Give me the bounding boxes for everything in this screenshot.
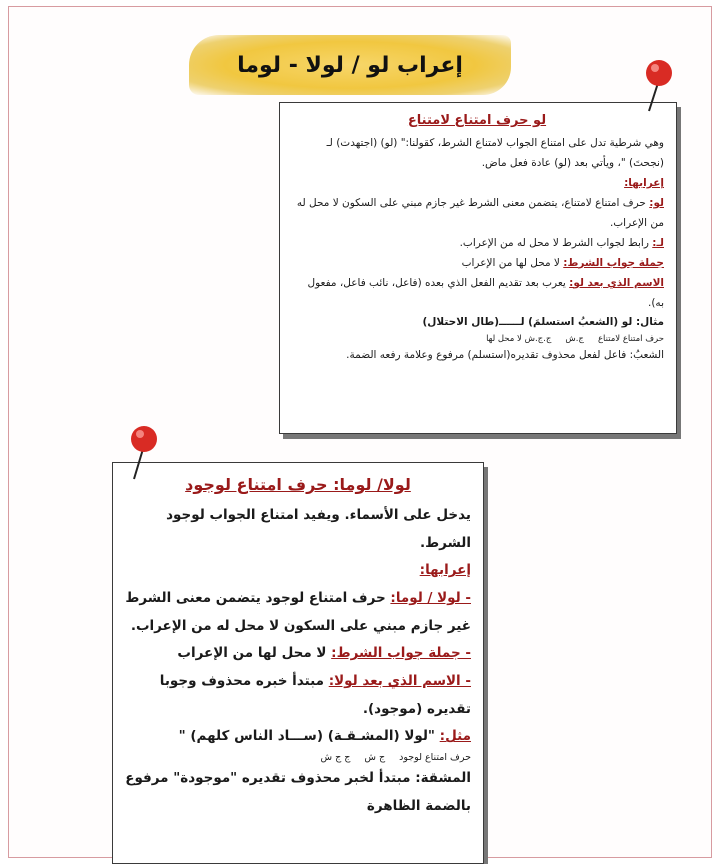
box-lawla-example: مثل: "لولا (المشـقـة) (ســـاد الناس كلهم) " bbox=[178, 728, 471, 745]
box-lawla-line-3: - الاسم الذي بعد لولا: مبتدأ خبره محذوف وجوبا تقديره (موجود). bbox=[159, 673, 471, 717]
box-lawla-example-notes: حرف امتناع لوجود ج ش ج ج ش bbox=[320, 752, 471, 764]
box-lau-line-2: لـ: رابط لجواب الشرط لا محل له من الإعراب. bbox=[459, 236, 664, 249]
box-lau-line-3: جملة جواب الشرط: لا محل لها من الإعراب bbox=[461, 256, 664, 269]
box-lau-line-1: لو: حرف امتناع لامتناع، يتضمن معنى الشرط غير جازم مبني على السكون لا محل له من الإعراب. bbox=[296, 196, 664, 229]
box-lau-example-notes: حرف امتناع لامتناع ج.ش ج.ج.ش لا محل لها bbox=[486, 334, 664, 345]
pushpin-icon bbox=[639, 57, 679, 117]
box-lawla bbox=[112, 462, 484, 864]
box-lau bbox=[279, 102, 677, 434]
pushpin-icon bbox=[124, 423, 164, 483]
box-lawla-line-2: - جملة جواب الشرط: لا محل لها من الإعراب bbox=[177, 645, 471, 662]
page-frame bbox=[8, 6, 712, 858]
box-lau-line-4: الاسم الذي بعد لو: يعرب بعد تقديم الفعل الذي بعده (فاعل، نائب فاعل، مفعول به). bbox=[307, 276, 664, 309]
title-banner bbox=[189, 35, 511, 95]
box-lawla-intro: يدخل على الأسماء. ويفيد امتناع الجواب لوجود الشرط. bbox=[166, 507, 471, 551]
box-lawla-line-1: - لولا / لوما: حرف امتناع لوجود يتضمن معنى الشرط غير جازم مبني على السكون لا محل له من الإعراب. bbox=[125, 590, 471, 634]
box-lawla-irab-label: إعرابها: bbox=[419, 562, 471, 579]
box-lawla-heading: لولا/ لوما: حرف امتناع لوجود bbox=[185, 475, 411, 494]
box-lau-irab-label: إعرابها: bbox=[624, 176, 664, 189]
page-title: إعراب لو / لولا - لوما bbox=[237, 52, 463, 78]
box-lawla-final: المشقة: مبتدأ لخبر محذوف تقديره "موجودة" مرفوع بالضمة الظاهرة bbox=[125, 770, 471, 814]
box-lau-final: الشعبُ: فاعل لفعل محذوف تقديره(استسلم) مرفوع وعلامة رفعه الضمة. bbox=[346, 349, 664, 362]
box-lau-intro: وهي شرطية تدل على امتناع الجواب لامتناع الشرط، كقولنا:" (لو) (اجتهدت) لـ (نجحتَ) "، ويأتي بعد (لو) عادة فعل ماض. bbox=[326, 137, 664, 169]
box-lau-heading: لو حرف امتناع لامتناع bbox=[407, 113, 547, 128]
box-lau-example: مثال: لو (الشعبُ استسلمَ) لــــــ(طال الاحتلال) bbox=[422, 316, 664, 329]
